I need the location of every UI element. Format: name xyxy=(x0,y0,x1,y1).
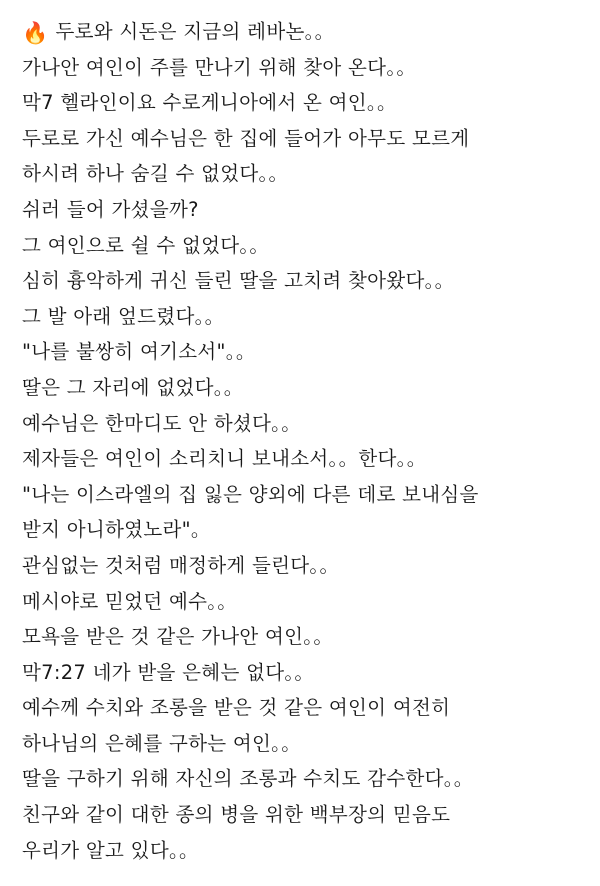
text-line: 메시야로 믿었던 예수。。 xyxy=(22,589,238,613)
text-line: 제자들은 여인이 소리치니 보내소서。。한다。。 xyxy=(22,447,427,471)
text-line: 그 여인으로 쉴 수 없었다。。 xyxy=(22,233,270,257)
text-line: 친구와 같이 대한 종의 병을 위한 백부장의 믿음도 xyxy=(22,803,451,827)
text-line xyxy=(22,14,582,50)
text-line: 예수께 수치와 조롱을 받은 것 같은 여인이 여전히 xyxy=(22,696,451,720)
text-line: 모욕을 받은 것 같은 가나안 여인。。 xyxy=(22,625,334,649)
text-line: 쉬러 들어 가셨을까? xyxy=(22,197,199,221)
text-line-content: 두로와 시돈은 지금의 레바논。。 xyxy=(55,20,335,43)
text-line: 심히 흉악하게 귀신 들린 딸을 고치려 찾아왔다。。 xyxy=(22,269,455,293)
text-line: 하나님의 은혜를 구하는 여인。。 xyxy=(22,731,301,755)
text-line: 그 발 아래 엎드렸다。。 xyxy=(22,304,225,328)
text-line: 두로로 가신 예수님은 한 집에 들어가 아무도 모르게 xyxy=(22,126,470,150)
text-line: 가나안 여인이 주를 만나기 위해 찾아 온다。。 xyxy=(22,55,417,79)
text-line: 관심없는 것처럼 매정하게 들린다。。 xyxy=(22,553,340,577)
text-line: "나는 이스라엘의 집 잃은 양외에 다른 데로 보내심을 xyxy=(22,482,479,506)
text-line: 딸은 그 자리에 없었다。。 xyxy=(22,375,244,399)
text-line: 막7:27 네가 받을 은혜는 없다。。 xyxy=(22,660,315,684)
text-line: "나를 불쌍히 여기소서"。。 xyxy=(22,340,256,364)
text-line: 딸을 구하기 위해 자신의 조롱과 수치도 감수한다。。 xyxy=(22,767,474,791)
text-line: 우리가 알고 있다。。 xyxy=(22,838,199,862)
text-line: 하시려 하나 숨길 수 없었다。。 xyxy=(22,162,289,186)
text-line: 받지 아니하였노라"。 xyxy=(22,518,211,542)
fire-icon: 🔥 xyxy=(22,21,49,45)
text-line: 예수님은 한마디도 안 하셨다。。 xyxy=(22,411,301,435)
text-line: 막7 헬라인이요 수로게니아에서 온 여인。。 xyxy=(22,91,397,115)
